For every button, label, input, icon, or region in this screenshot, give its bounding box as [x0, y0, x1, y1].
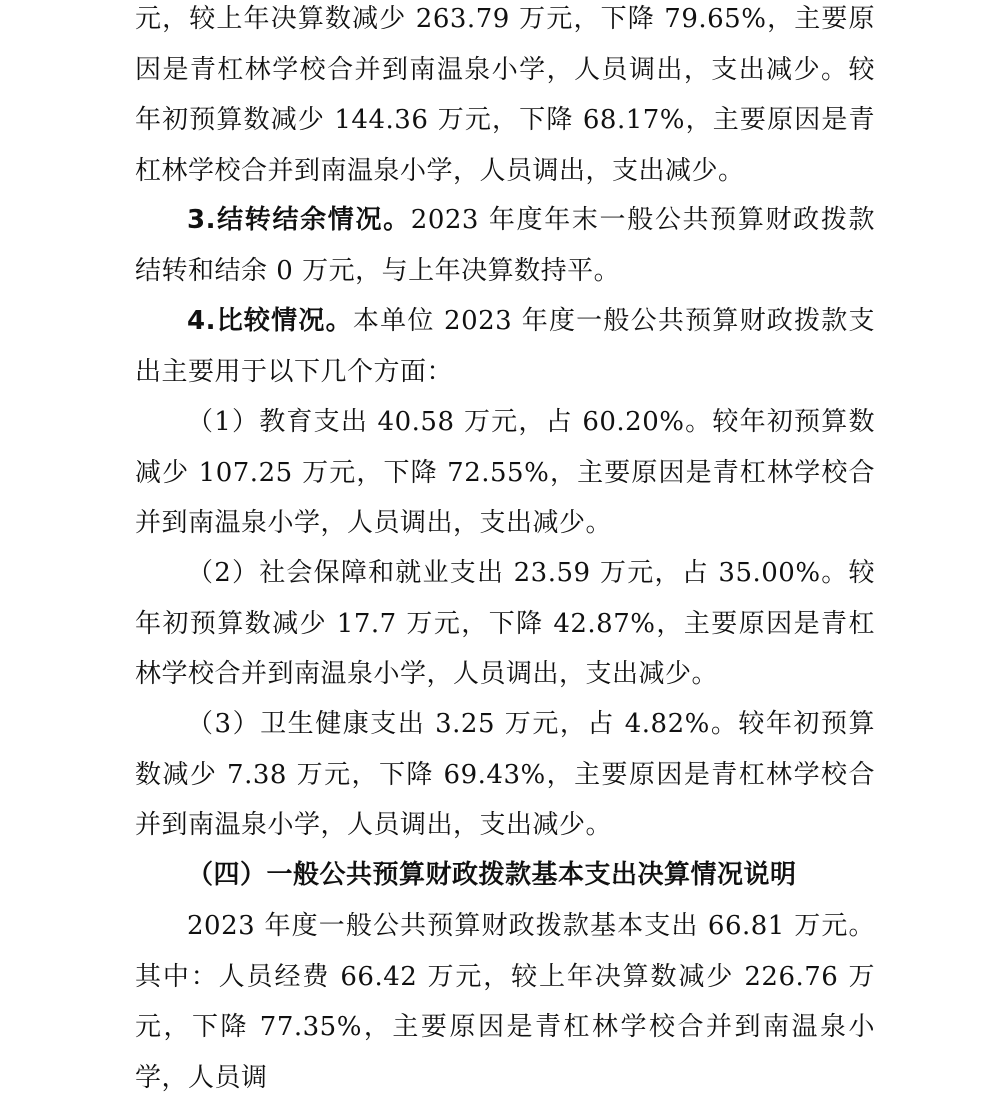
paragraph-basic-expense: 2023 年度一般公共预算财政拨款基本支出 66.81 万元。其中：人员经费 66.42 万元，较上年决算数减少 226.76 万元，下降 77.35%，主要原因是青杠林学校合并到南温泉小学，人员调 — [135, 911, 875, 1093]
paragraph-comparison-title: 4.比较情况。 — [187, 306, 353, 336]
paragraph-health-expense: （3）卫生健康支出 3.25 万元，占 4.82%。较年初预算数减少 7.38 万元，下降 69.43%，主要原因是青杠林学校合并到南温泉小学，人员调出，支出减少。 — [135, 709, 875, 840]
paragraph-carryover-title: 3.结转结余情况。 — [187, 205, 411, 235]
paragraph-carryover-balance — [135, 195, 875, 296]
paragraph-comparison-body: 本单位 2023 年度一般公共预算财政拨款支出主要用于以下几个方面： — [135, 306, 875, 387]
section-heading: （四）一般公共预算财政拨款基本支出决算情况说明 — [187, 860, 797, 890]
paragraph-social-security-expense: （2）社会保障和就业支出 23.59 万元，占 35.00%。较年初预算数减少 17.7 万元，下降 42.87%，主要原因是青杠林学校合并到南温泉小学，人员调出，支出减少。 — [135, 558, 875, 689]
paragraph-education-expense: （1）教育支出 40.58 万元，占 60.20%。较年初预算数减少 107.25 万元，下降 72.55%，主要原因是青杠林学校合并到南温泉小学，人员调出，支出减少。 — [135, 407, 875, 538]
paragraph-comparison — [135, 296, 875, 397]
paragraph-carryover-body: 2023 年度年末一般公共预算财政拨款结转和结余 0 万元，与上年决算数持平。 — [135, 205, 876, 286]
paragraph-continuation: 元，较上年决算数减少 263.79 万元，下降 79.65%，主要原因是青杠林学校合并到南温泉小学，人员调出，支出减少。较年初预算数减少 144.36 万元，下降 68.17%，主要原因是青杠林学校合并到南温泉小学，人员调出，支出减少。 — [135, 4, 875, 186]
